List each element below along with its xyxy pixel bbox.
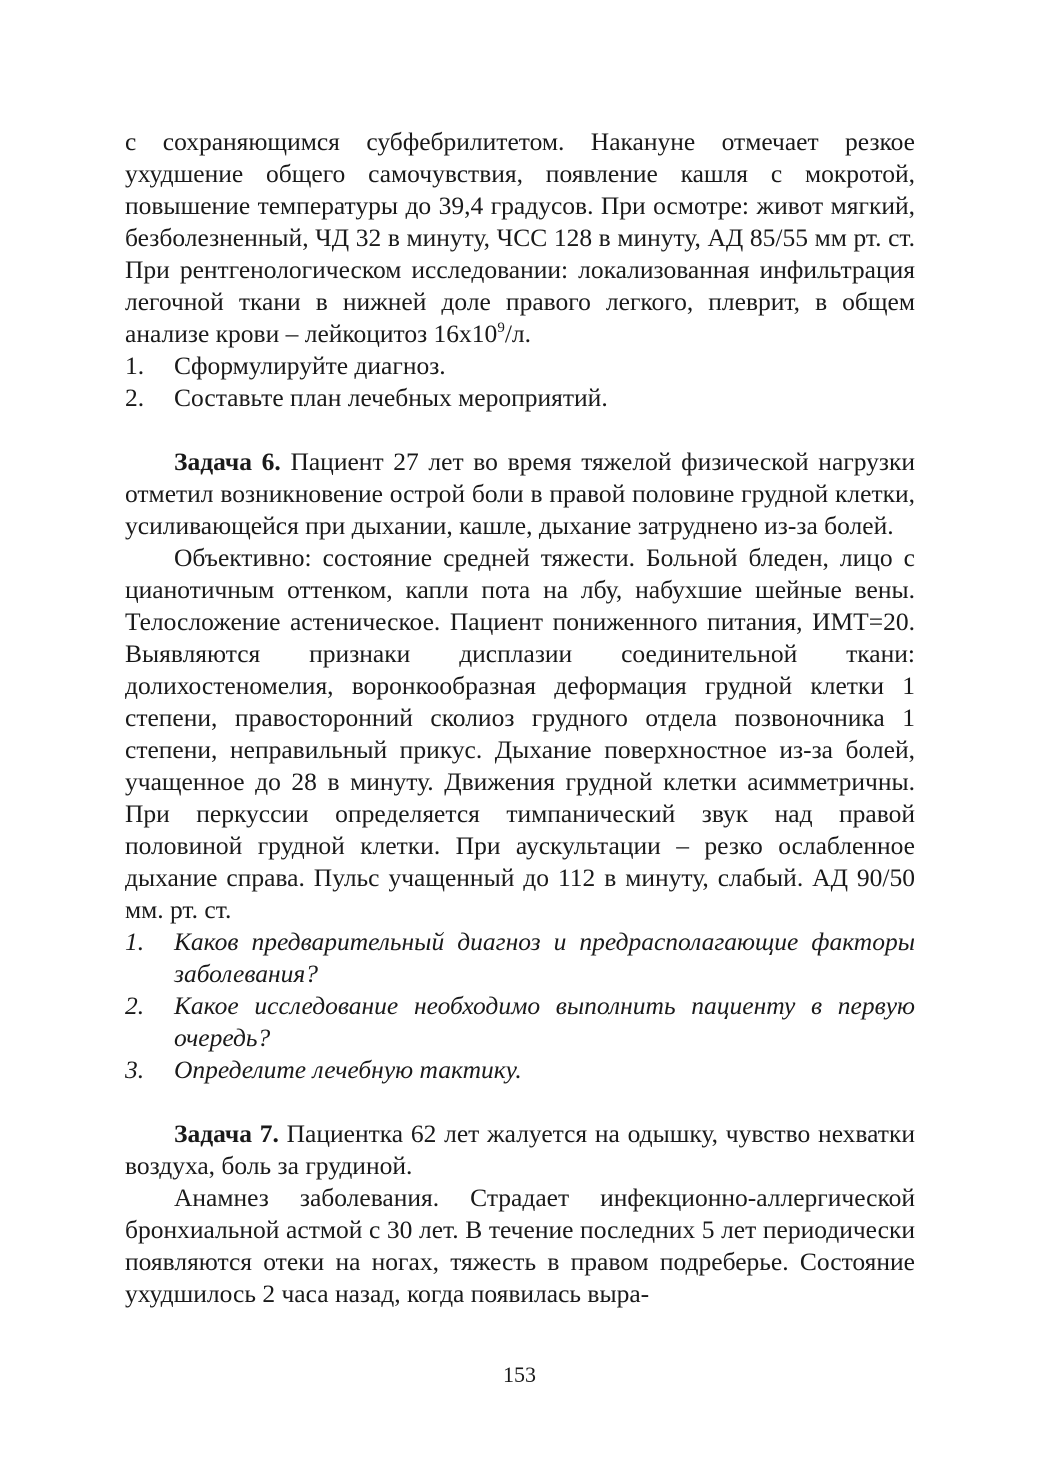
task5-questions: [125, 350, 915, 414]
list-text: Каков предварительный диагноз и предрасполагающие факторы заболевания?: [174, 927, 915, 988]
spacer: [125, 1086, 915, 1118]
list-item: [125, 1054, 915, 1086]
task6-intro: [125, 446, 915, 542]
list-text: Определите лечебную тактику.: [174, 1055, 522, 1084]
list-item: [125, 926, 915, 990]
list-number: 2.: [125, 991, 145, 1020]
spacer: [125, 414, 915, 446]
task7-label: Задача 7.: [174, 1119, 279, 1148]
page-number: 153: [503, 1362, 536, 1387]
task6-objective: Объективно: состояние средней тяжести. Больной бледен, лицо с цианотичным оттенком, капли пота на лбу, набухшие шейные вены. Телосложение астеническое. Пациент пониженного питания, ИМТ=20. Выявляются признаки дисплазии соединительной ткани: долихостеномелия, воронкообразная деформация грудной клетки 1 степени, правосторонний сколиоз грудного отдела позвоночника 1 степени, неправильный прикус. Дыхание поверхностное из-за болей, учащенное до 28 в минуту. Движения грудной клетки асимметричны. При перкуссии определяется тимпанический звук над правой половиной грудной клетки. При аускультации – резко ослабленное дыхание справа. Пульс учащенный до 112 в минуту, слабый. АД 90/50 мм. рт. ст.: [125, 543, 915, 924]
list-number: 1.: [125, 351, 145, 380]
list-number: 2.: [125, 383, 145, 412]
list-text: Какое исследование необходимо выполнить пациенту в первую очередь?: [174, 991, 915, 1052]
paragraph-tail: /л.: [504, 319, 531, 348]
task6-questions: [125, 926, 915, 1086]
list-text: Сформулируйте диагноз.: [174, 351, 446, 380]
paragraph-text: с сохраняющимся субфебрилитетом. Накануне отмечает резкое ухудшение общего самочувствия, появление кашля с мокротой, повышение температуры до 39,4 градусов. При осмотре: живот мягкий, безболезненный, ЧД 32 в минуту, ЧСС 128 в минуту, АД 85/55 мм рт. ст. При рентгенологическом исследовании: локализованная инфильтрация легочной ткани в нижней доле правого легкого, плеврит, в общем анализе крови – лейкоцитоз 16х10: [125, 127, 915, 348]
task6-label: Задача 6.: [174, 447, 281, 476]
list-item: [125, 382, 915, 414]
list-item: [125, 990, 915, 1054]
list-item: [125, 350, 915, 382]
list-number: 3.: [125, 1055, 145, 1084]
task7-anamnesis: Анамнез заболевания. Страдает инфекционно-аллергической бронхиальной астмой с 30 лет. В течение последних 5 лет периодически появляются отеки на ногах, тяжесть в правом подреберье. Состояние ухудшилось 2 часа назад, когда появилась выра-: [125, 1183, 915, 1308]
task6-text: Пациент 27 лет во время тяжелой физической нагрузки отметил возникновение острой боли в правой половине грудной клетки, усиливающейся при дыхании, кашле, дыхание затруднено из-за болей.: [125, 447, 915, 540]
list-number: 1.: [125, 927, 145, 956]
superscript: 9: [497, 320, 505, 336]
task7-intro: [125, 1118, 915, 1182]
page-body: [125, 126, 915, 1310]
task7-text: Пациентка 62 лет жалуется на одышку, чувство нехватки воздуха, боль за грудиной.: [125, 1119, 915, 1180]
paragraph-continuation: [125, 126, 915, 350]
list-text: Составьте план лечебных мероприятий.: [174, 383, 608, 412]
